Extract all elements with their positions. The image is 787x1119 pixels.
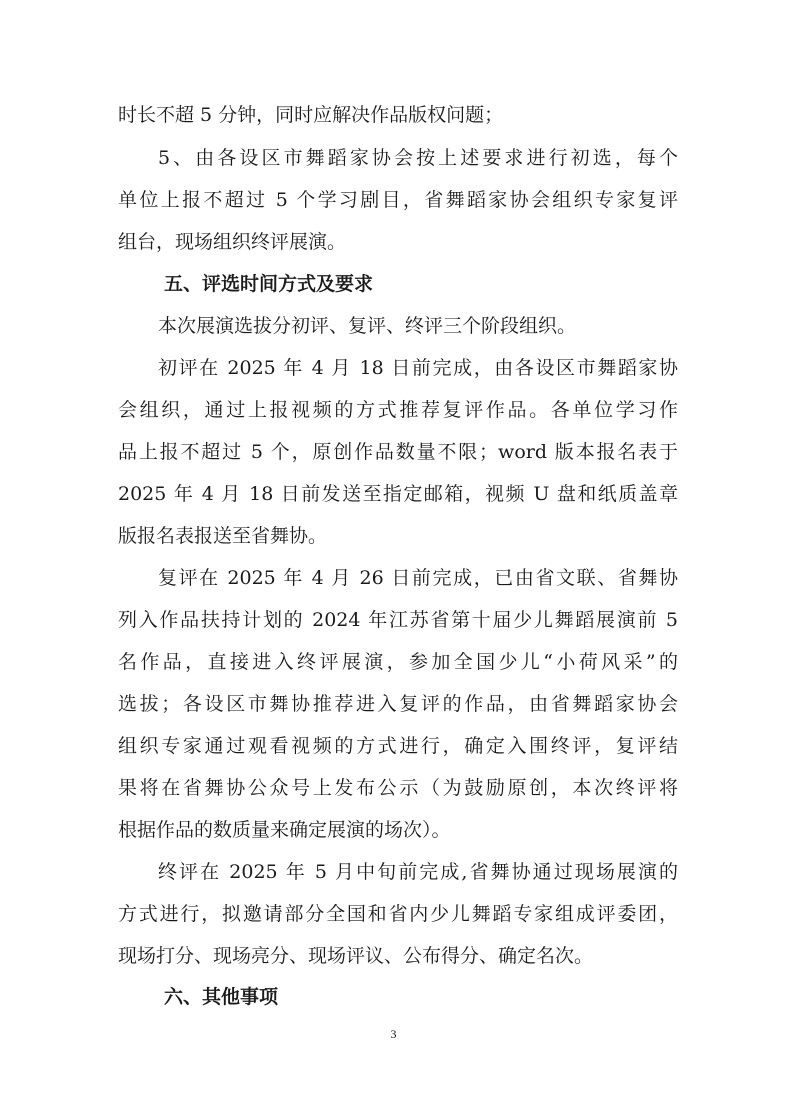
text-line: 组织专家通过观看视频的方式进行，确定入围终评，复评结 [118,735,678,757]
text-line: 复评在 2025 年 4 月 26 日前完成，已由省文联、省舞协 [158,567,678,589]
text-line: 方式进行，拟邀请部分全国和省内少儿舞蹈专家组成评委团， [118,903,678,925]
text-line: 选拔；各设区市舞协推荐进入复评的作品，由省舞蹈家协会 [118,693,678,715]
text-line: 名作品，直接进入终评展演，参加全国少儿“小荷风采”的 [118,651,678,673]
text-line: 会组织，通过上报视频的方式推荐复评作品。各单位学习作 [118,399,678,421]
text-line: 5、由各设区市舞蹈家协会按上述要求进行初选，每个 [158,147,678,169]
section-heading: 六、其他事项 [164,986,279,1008]
text-line: 终评在 2025 年 5 月中旬前完成,省舞协通过现场展演的 [158,861,678,883]
text-line: 根据作品的数质量来确定展演的场次）。 [118,819,451,841]
text-line: 列入作品扶持计划的 2024 年江苏省第十届少儿舞蹈展演前 5 [118,609,678,631]
text-line: 版报名表报送至省舞协。 [118,525,328,547]
text-line: 品上报不超过 5 个，原创作品数量不限；word 版本报名表于 [118,441,678,463]
text-line: 组台，现场组织终评展演。 [118,231,347,253]
page-number: 3 [390,1027,397,1041]
section-heading: 五、评选时间方式及要求 [164,273,374,295]
text-line: 单位上报不超过 5 个学习剧目，省舞蹈家协会组织专家复评 [118,189,678,211]
text-line: 初评在 2025 年 4 月 18 日前完成，由各设区市舞蹈家协 [158,357,678,379]
text-line: 果将在省舞协公众号上发布公示（为鼓励原创，本次终评将 [118,777,678,799]
text-line: 本次展演选拔分初评、复评、终评三个阶段组织。 [158,315,577,337]
text-line: 现场打分、现场亮分、现场评议、公布得分、确定名次。 [118,945,594,967]
text-line: 2025 年 4 月 18 日前发送至指定邮箱，视频 U 盘和纸质盖章 [118,483,678,505]
text-line: 时长不超 5 分钟，同时应解决作品版权问题； [118,104,504,126]
